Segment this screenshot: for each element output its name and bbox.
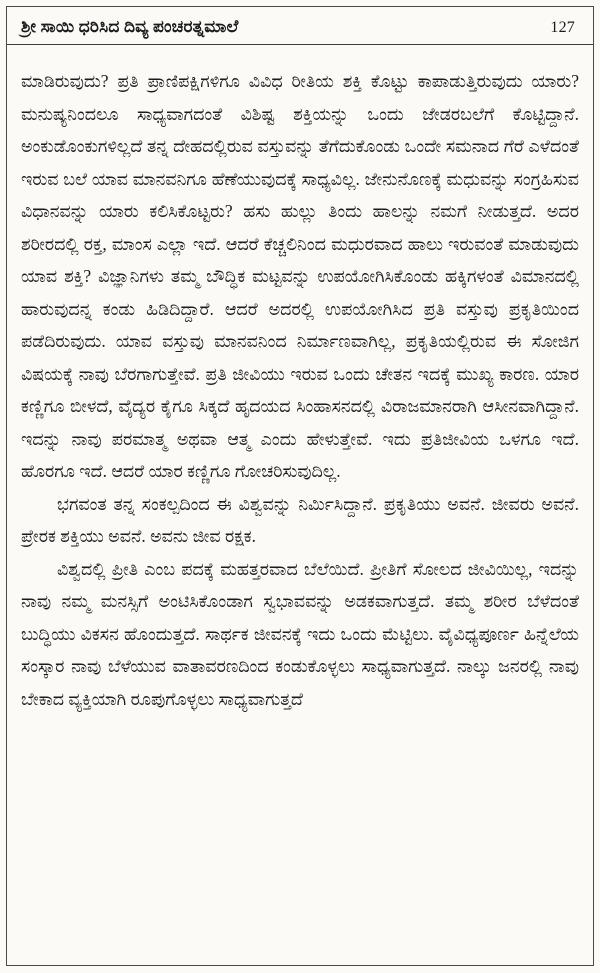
page-number: 127 <box>550 19 575 36</box>
page-inner <box>7 7 593 965</box>
page-title: ಶ್ರೀ ಸಾಯಿ ಧರಿಸಿದ ದಿವ್ಯ ಪಂಚರತ್ನಮಾಲೆ <box>21 17 239 36</box>
paragraph: ಮಾಡಿರುವುದು? ಪ್ರತಿ ಪ್ರಾಣಿಪಕ್ಷಿಗಳಿಗೂ ವಿವಿಧ ರೀತಿಯ ಶಕ್ತಿ ಕೊಟ್ಟು ಕಾಪಾಡುತ್ತಿರುವುದು ಯಾರು? ಮನುಷ್ಯನಿಂದಲೂ ಸಾಧ್ಯವಾಗದಂತೆ ವಿಶಿಷ್ಟ ಶಕ್ತಿಯನ್ನು ಒಂದು ಜೇಡರಬಲೆಗೆ ಕೊಟ್ಟಿದ್ದಾನೆ. ಅಂಕುಡೊಂಕುಗಳಿಲ್ಲದೆ ತನ್ನ ದೇಹದಲ್ಲಿರುವ ವಸ್ತುವನ್ನು ತೆಗೆದುಕೊಂಡು ಒಂದೇ ಸಮನಾದ ಗೆರೆ ಎಳೆದಂತೆ ಇರುವ ಬಲೆ ಯಾವ ಮಾನವನಿಗೂ ಹೆಣೆಯುವುದಕ್ಕೆ ಸಾಧ್ಯವಿಲ್ಲ. ಜೇನುನೊಣಕ್ಕೆ ಮಧುವನ್ನು ಸಂಗ್ರಹಿಸುವ ವಿಧಾನವನ್ನು ಯಾರು ಕಲಿಸಿಕೊಟ್ಟರು? ಹಸು ಹುಲ್ಲು ತಿಂದು ಹಾಲನ್ನು ನಮಗೆ ನೀಡುತ್ತದೆ. ಅದರ ಶರೀರದಲ್ಲಿ ರಕ್ತ, ಮಾಂಸ ಎಲ್ಲಾ ಇದೆ. ಆದರೆ ಕೆಚ್ಚಲಿನಿಂದ ಮಧುರವಾದ ಹಾಲು ಇರುವಂತೆ ಮಾಡುವುದು ಯಾವ ಶಕ್ತಿ? ವಿಜ್ಞಾನಿಗಳು ತಮ್ಮ ಬೌದ್ಧಿಕ ಮಟ್ಟವನ್ನು ಉಪಯೋಗಿಸಿಕೊಂಡು ಹಕ್ಕಿಗಳಂತೆ ವಿಮಾನದಲ್ಲಿ ಹಾರುವುದನ್ನ ಕಂಡು ಹಿಡಿದಿದ್ದಾರೆ. ಆದರೆ ಅದರಲ್ಲಿ ಉಪಯೋಗಿಸಿದ ಪ್ರತಿ ವಸ್ತುವು ಪ್ರಕೃತಿಯಿಂದ ಪಡೆದಿರುವುದು. ಯಾವ ವಸ್ತುವು ಮಾನವನಿಂದ ನಿರ್ಮಾಣವಾಗಿಲ್ಲ, ಪ್ರಕೃತಿಯಲ್ಲಿರುವ ಈ ಸೋಜಿಗ ವಿಷಯಕ್ಕೆ ನಾವು ಬೆರಗಾಗುತ್ತೇವೆ. ಪ್ರತಿ ಜೀವಿಯು ಇರುವ ಒಂದು ಚೇತನ ಇದಕ್ಕೆ ಮುಖ್ಯ ಕಾರಣ. ಯಾರ ಕಣ್ಣಿಗೂ ಬೀಳದೆ, ವೈದ್ಯರ ಕೈಗೂ ಸಿಕ್ಕದೆ ಹೃದಯದ ಸಿಂಹಾಸನದಲ್ಲಿ ವಿರಾಜಮಾನರಾಗಿ ಆಸೀನವಾಗಿದ್ದಾನೆ. ಇದನ್ನು ನಾವು ಪರಮಾತ್ಮ ಅಥವಾ ಆತ್ಮ ಎಂದು ಹೇಳುತ್ತೇವೆ. ಇದು ಪ್ರತಿಜೀವಿಯ ಒಳಗೂ ಇದೆ. ಹೊರಗೂ ಇದೆ. ಆದರೆ ಯಾರ ಕಣ್ಣಿಗೂ ಗೋಚರಿಸುವುದಿಲ್ಲ. <box>21 71 579 481</box>
paragraph: ಭಗವಂತ ತನ್ನ ಸಂಕಲ್ಪದಿಂದ ಈ ವಿಶ್ವವನ್ನು ನಿರ್ಮಿಸಿದ್ದಾನೆ. ಪ್ರಕೃತಿಯು ಅವನೆ. ಜೀವರು ಅವನೆ. ಪ್ರೇರಕ ಶಕ್ತಿಯು ಅವನೆ. ಅವನು ಜೀವ ರಕ್ಷಕ. <box>21 493 579 546</box>
paragraph: ವಿಶ್ವದಲ್ಲಿ ಪ್ರೀತಿ ಎಂಬ ಪದಕ್ಕೆ ಮಹತ್ತರವಾದ ಬೆಲೆಯಿದೆ. ಪ್ರೀತಿಗೆ ಸೋಲದ ಜೀವಿಯಿಲ್ಲ, ಇದನ್ನು ನಾವು ನಮ್ಮ ಮನಸ್ಸಿಗೆ ಅಂಟಿಸಿಕೊಂಡಾಗ ಸ್ವಭಾವವನ್ನು ಅಡಕವಾಗುತ್ತದೆ. ತಮ್ಮ ಶರೀರ ಬೆಳೆದಂತೆ ಬುದ್ಧಿಯು ವಿಕಸನ ಹೊಂದುತ್ತದೆ. ಸಾರ್ಥಕ ಜೀವನಕ್ಕೆ ಇದು ಒಂದು ಮೆಟ್ಟಿಲು. ವೈವಿಧ್ಯಪೂರ್ಣ ಹಿನ್ನೆಲೆಯ ಸಂಸ್ಕಾರ ನಾವು ಬೆಳೆಯುವ ವಾತಾವರಣದಿಂದ ಕಂಡುಕೊಳ್ಳಲು ಸಾಧ್ಯವಾಗುತ್ತದೆ. ನಾಲ್ಕು ಜನರಲ್ಲಿ ನಾವು ಬೇಕಾದ ವ್ಯಕ್ತಿಯಾಗಿ ರೂಪುಗೊಳ್ಳಲು ಸಾಧ್ಯವಾಗುತ್ತದೆ <box>21 558 579 709</box>
page-body <box>7 45 593 965</box>
page-header <box>7 7 593 45</box>
